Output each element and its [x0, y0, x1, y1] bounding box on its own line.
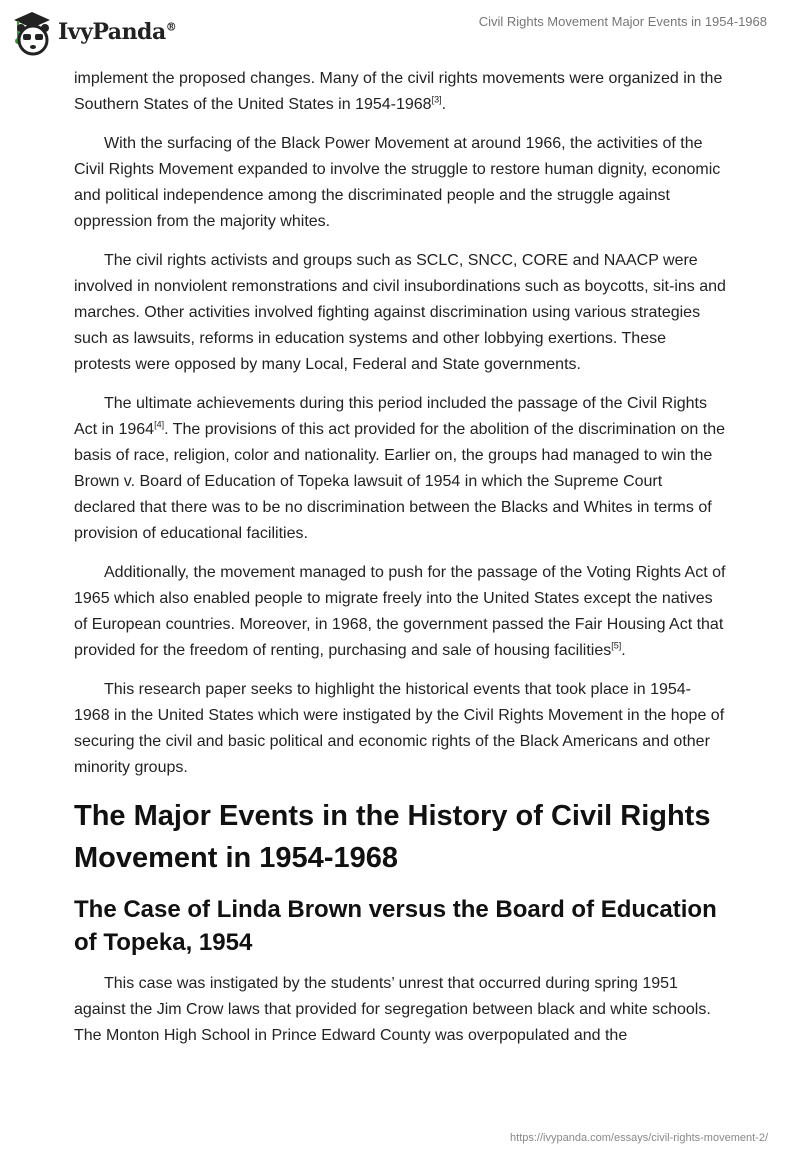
ivypanda-logo[interactable]	[12, 8, 176, 56]
page-header	[0, 0, 800, 60]
source-url[interactable]: https://ivypanda.com/essays/civil-rights-movement-2/	[510, 1132, 768, 1144]
logo-text: IvyPanda®	[58, 19, 177, 45]
paragraph: implement the proposed changes. Many of the civil rights movements were organized in the Southern States of the United States in 1954-1968[3].	[74, 70, 723, 113]
section-heading: The Major Events in the History of Civil Rights Movement in 1954-1968	[74, 800, 711, 874]
paragraph: The civil rights activists and groups such as SCLC, SNCC, CORE and NAACP were involved in nonviolent remonstrations and civil insubordinations such as boycotts, sit-ins and marches. Other activities involved fighting against discrimination using various strategies such as lawsuits, reforms in education systems and other lobbying exertions. These protests were opposed by many Local, Federal and State governments.	[74, 252, 726, 373]
paragraph: This research paper seeks to highlight the historical events that took place in 1954-1968 in the United States which were instigated by the Civil Rights Movement in the hope of securing the civil and basic political and economic rights of the Black Americans and other minority groups.	[74, 681, 725, 776]
footnote-ref[interactable]: [4]	[154, 419, 165, 430]
panda-graduate-icon	[12, 8, 52, 56]
footnote-ref[interactable]: [3]	[431, 94, 442, 105]
document-title: Civil Rights Movement Major Events in 1954-1968	[478, 14, 767, 29]
subsection-heading: The Case of Linda Brown versus the Board of Education of Topeka, 1954	[74, 896, 717, 956]
paragraph: The ultimate achievements during this period included the passage of the Civil Rights Act in 1964[4]. The provisions of this act provided for the abolition of the discrimination on the basis of race, religion, color and nationality. Earlier on, the groups had managed to win the Brown v. Board of Education of Topeka lawsuit of 1954 in which the Supreme Court declared that there was to be no discrimination between the Blacks and Whites in terms of provision of educational facilities.	[74, 395, 725, 542]
paragraph: With the surfacing of the Black Power Movement at around 1966, the activities of the Civil Rights Movement expanded to involve the struggle to restore human dignity, economic and political independence among the discriminated people and the struggle against oppression from the majority whites.	[74, 135, 721, 230]
paragraph: This case was instigated by the students’ unrest that occurred during spring 1951 against the Jim Crow laws that provided for segregation between black and white schools. The Monton High School in Prince Edward County was overpopulated and the	[74, 975, 711, 1044]
paragraph: Additionally, the movement managed to push for the passage of the Voting Rights Act of 1965 which also enabled people to migrate freely into the United States except the natives of European countries. Moreover, in 1968, the government passed the Fair Housing Act that provided for the freedom of renting, purchasing and sale of housing facilities[5].	[74, 564, 726, 659]
footnote-ref[interactable]: [5]	[611, 640, 622, 651]
article-body	[74, 66, 726, 1062]
